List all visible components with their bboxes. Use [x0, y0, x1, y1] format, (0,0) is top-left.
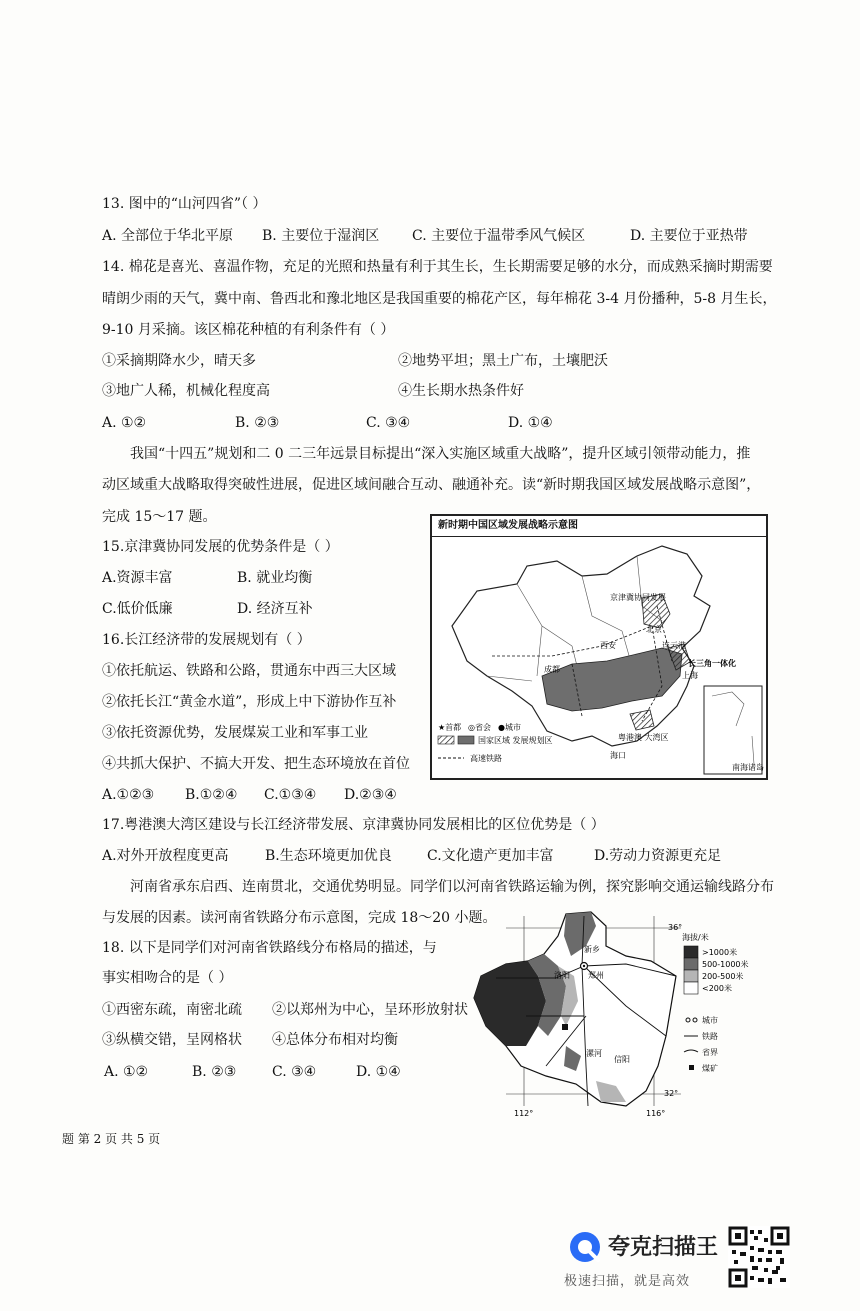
legend-city: 城市 [702, 1016, 718, 1025]
legend-border: 省界 [702, 1048, 718, 1057]
q14-option-d: D. ①④ [508, 415, 553, 431]
legend-region: 国家区域 发展规划区 [478, 736, 553, 745]
label-sh: 上海 [682, 671, 698, 680]
q17-option-a: A.对外开放程度更高 [102, 848, 229, 864]
lat-36: 36° [668, 923, 683, 932]
map1-legend [438, 722, 553, 763]
q16-item-1: ①依托航运、铁路和公路，贯通东中西三大区域 [102, 663, 396, 679]
q18-item-1: ①西密东疏，南密北疏 [102, 1002, 242, 1018]
label-cd: 成都 [544, 665, 560, 674]
q16-option-c: C.①③④ [264, 787, 317, 803]
q14-item-3: ③地广人稀，机械化程度高 [102, 383, 270, 399]
q18-line1: 18. 以下是同学们对河南省铁路线分布格局的描述，与 [102, 940, 437, 956]
q13-option-c: C. 主要位于温带季风气候区 [412, 228, 586, 244]
label-csj: 长三角一体化 [688, 659, 736, 668]
q14-options [102, 413, 602, 433]
q14-option-b: B. ②③ [235, 415, 280, 431]
q16-option-a: A.①②③ [102, 787, 155, 803]
label-inset: 南海诸岛 [732, 763, 764, 772]
q15-option-a: A.资源丰富 [102, 570, 173, 586]
q16-stem: 16.长江经济带的发展规划有（ ） [102, 632, 311, 648]
q16-option-d: D.②③④ [344, 787, 397, 803]
q16-item-2: ②依托长江“黄金水道”，形成上中下游协作互补 [102, 694, 397, 710]
label-gba: 粤港澳 大湾区 [618, 733, 669, 742]
q14-item-4: ④生长期水热条件好 [398, 383, 524, 399]
qr-code-icon [728, 1226, 790, 1288]
city-xinxiang: 新乡 [584, 945, 600, 954]
q14-item-1: ①采摘期降水少，晴天多 [102, 353, 256, 369]
map2-legend [682, 932, 749, 1073]
q15-option-d: D. 经济互补 [237, 601, 313, 617]
q17-option-d: D.劳动力资源更充足 [594, 848, 722, 864]
q15-option-b: B. 就业均衡 [237, 570, 313, 586]
q13-stem: 13. 图中的“山河四省”（ ） [102, 196, 267, 212]
legend-elev-1: >1000米 [702, 948, 738, 957]
legend-capital: ★首都 [438, 723, 462, 732]
q14-option-c: C. ③④ [366, 415, 411, 431]
legend-elev-3: 200-500米 [702, 972, 744, 981]
q18-item-4: ④总体分布相对均衡 [272, 1032, 398, 1048]
passage1-line2: 动区域重大战略取得突破性进展，促进区域间融合互动、融通补充。读“新时期我国区域发展战略示意图”， [102, 477, 761, 493]
q16-item-4: ④共抓大保护、不搞大开发、把生态环境放在首位 [102, 756, 410, 772]
q18-item-2: ②以郑州为中心，呈环形放射状 [272, 1002, 468, 1018]
legend-coal: 煤矿 [702, 1064, 718, 1073]
q18-options [104, 1062, 424, 1082]
legend-elev-title: 海拔/米 [682, 933, 709, 942]
q17-option-b: B.生态环境更加优良 [265, 848, 392, 864]
city-zhengzhou: 郑州 [588, 971, 604, 980]
q16-options [102, 785, 422, 805]
city-luohe: 漯河 [586, 1049, 602, 1058]
q16-item-3: ③依托资源优势，发展煤炭工业和军事工业 [102, 725, 368, 741]
map1-title: 新时期中国区域发展战略示意图 [432, 516, 766, 537]
q14-option-a: A. ①② [102, 415, 147, 431]
q18-option-d: D. ①④ [356, 1064, 401, 1080]
passage2-line2: 与发展的因素。读河南省铁路分布示意图，完成 18～20 小题。 [102, 910, 497, 926]
henan-rail-map [466, 906, 786, 1121]
q14-line3: 9-10 月采摘。该区棉花种植的有利条件有（ ） [102, 322, 395, 338]
q14-line1: 14. 棉花是喜光、喜温作物，充足的光照和热量有利于其生长，生长期需要足够的水分，而成熟采摘时期需要 [102, 259, 773, 275]
page-footer: 题 第 2 页 共 5 页 [62, 1132, 161, 1146]
label-bj: 北京 [646, 625, 662, 634]
quark-logo-icon [568, 1230, 602, 1264]
q13-options [102, 226, 802, 246]
legend-rail: 铁路 [702, 1032, 718, 1041]
legend-elev-2: 500-1000米 [702, 960, 749, 969]
q15-option-c: C.低价低廉 [102, 601, 173, 617]
city-xinyang: 信阳 [614, 1055, 630, 1064]
q18-item-3: ③纵横交错，呈网格状 [102, 1032, 242, 1048]
region-strategy-map [430, 514, 768, 780]
coal-mine-marker [562, 1024, 568, 1030]
q15-stem: 15.京津冀协同发展的优势条件是（ ） [102, 539, 339, 555]
q17-option-c: C.文化遗产更加丰富 [427, 848, 554, 864]
brand-slogan: 极速扫描，就是高效 [564, 1274, 691, 1289]
legend-provincial: ◎省会 [468, 723, 491, 732]
q17-options [102, 846, 742, 866]
q16-option-b: B.①②④ [185, 787, 238, 803]
q18-line2: 事实相吻合的是（ ） [102, 970, 233, 986]
lon-112: 112° [514, 1109, 534, 1118]
passage1-line3: 完成 15～17 题。 [102, 509, 217, 525]
q14-item-2: ②地势平坦；黑土广布，土壤肥沃 [398, 353, 608, 369]
passage1-line1: 我国“十四五”规划和二 0 二三年远景目标提出“深入实施区域重大战略”，提升区域引领带动能力，推 [130, 446, 751, 462]
legend-elev-4: <200米 [702, 984, 732, 993]
passage2-line1: 河南省承东启西、连南贯北，交通优势明显。同学们以河南省铁路运输为例，探究影响交通运输线路分布 [130, 879, 774, 895]
q17-stem: 17.粤港澳大湾区建设与长江经济带发展、京津冀协同发展相比的区位优势是（ ） [102, 817, 605, 833]
lat-32: 32° [664, 1089, 679, 1098]
lon-116: 116° [646, 1109, 666, 1118]
scanner-watermark [562, 1226, 792, 1292]
label-lyg: 连云港 [662, 641, 686, 650]
q18-option-a: A. ①② [104, 1064, 149, 1080]
label-jjj: 京津冀协同发展 [610, 593, 666, 602]
brand-name: 夸克扫描王 [608, 1235, 719, 1260]
south-china-sea-inset [704, 686, 762, 774]
label-xa: 西安 [600, 641, 616, 650]
legend-rail: 高速铁路 [470, 754, 502, 763]
q13-option-a: A. 全部位于华北平原 [102, 228, 234, 244]
city-luoyang: 洛阳 [554, 971, 570, 980]
map1-svg [432, 536, 766, 778]
q13-option-d: D. 主要位于亚热带 [630, 228, 748, 244]
q13-option-b: B. 主要位于湿润区 [262, 228, 380, 244]
label-hk: 海口 [610, 751, 626, 760]
q18-option-b: B. ②③ [192, 1064, 237, 1080]
q14-line2: 晴朗少雨的天气，冀中南、鲁西北和豫北地区是我国重要的棉花产区，每年棉花 3-4 月份播种，5-8 月生长， [102, 291, 777, 307]
q18-option-c: C. ③④ [272, 1064, 317, 1080]
legend-city: ●城市 [498, 723, 521, 732]
